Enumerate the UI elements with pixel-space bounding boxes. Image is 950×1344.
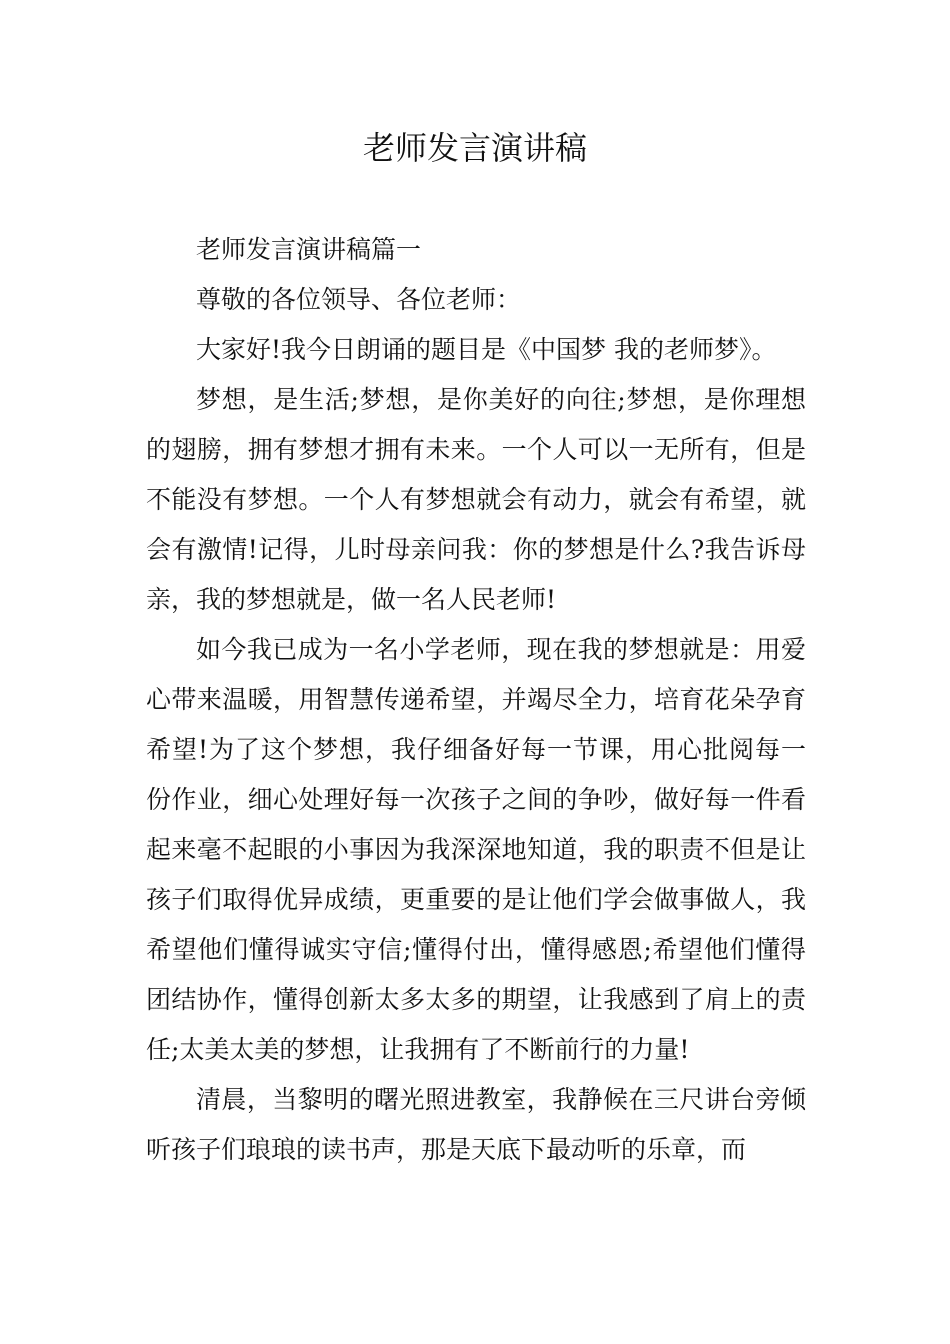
greeting-paragraph: 大家好!我今日朗诵的题目是《中国梦 我的老师梦》。: [196, 335, 777, 364]
body-paragraph: 清晨，当黎明的曙光照进教室，我静候在三尺讲台旁倾听孩子们琅琅的读书声，那是天底下最动听的乐章，而: [146, 1085, 806, 1164]
document-title: 老师发言演讲稿: [362, 129, 587, 167]
body-paragraph: 如今我已成为一名小学老师，现在我的梦想就是：用爱心带来温暖，用智慧传递希望，并竭尽全力，培育花朵孕育希望!为了这个梦想，我仔细备好每一节课，用心批阅每一份作业，细心处理好每一次孩子之间的争吵，做好每一件看起来毫不起眼的小事因为我深深地知道，我的职责不但是让孩子们取得优异成绩，更重要的是让他们学会做事做人，我希望他们懂得诚实守信;懂得付出，懂得感恩;希望他们懂得团结协作，懂得创新太多太多的期望，让我感到了肩上的责任;太美太美的梦想，让我拥有了不断前行的力量!: [146, 635, 806, 1064]
document-body: [146, 225, 806, 1175]
salutation: 尊敬的各位领导、各位老师：: [196, 285, 522, 314]
body-paragraph: 梦想，是生活;梦想，是你美好的向往;梦想，是你理想的翅膀，拥有梦想才拥有未来。一个人可以一无所有，但是不能没有梦想。一个人有梦想就会有动力，就会有希望，就会有激情!记得，儿时母亲问我：你的梦想是什么?我告诉母亲，我的梦想就是，做一名人民老师!: [146, 385, 806, 614]
section-heading: 老师发言演讲稿篇一: [196, 235, 422, 264]
